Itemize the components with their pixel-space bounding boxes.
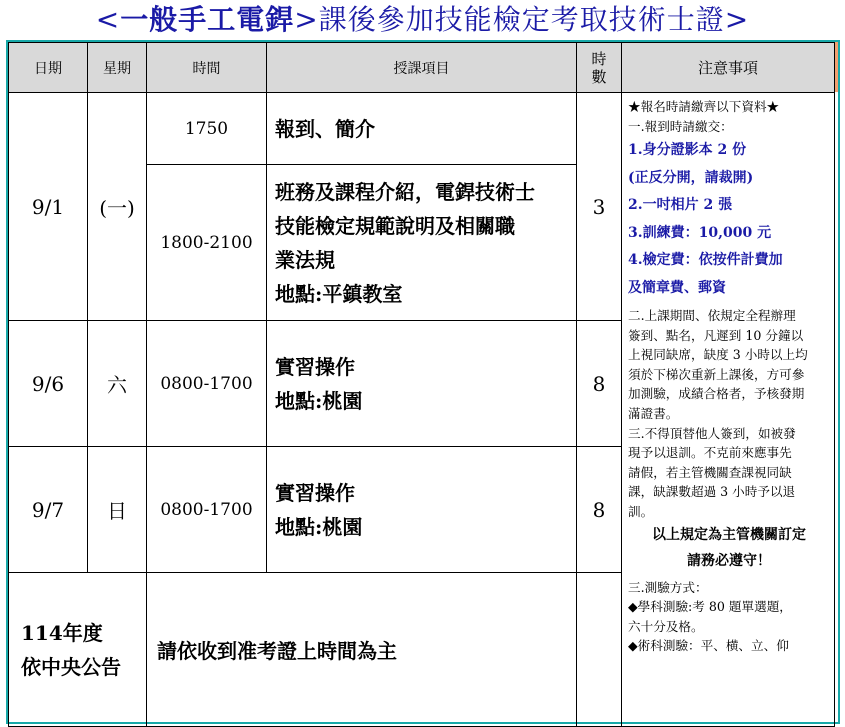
- time-cell-3: 0800-1700: [147, 447, 267, 573]
- hours-cell-2: 8: [577, 321, 622, 447]
- header-hours: [577, 43, 622, 93]
- final-label-cell: [9, 573, 147, 727]
- header-weekday: 星期: [88, 43, 147, 93]
- note-line: ◆學科測驗:考 80 題單選題，: [628, 599, 792, 615]
- hours-cell-1: 3: [577, 93, 622, 321]
- date-cell-3: 9/7: [9, 447, 88, 573]
- note-line: 現予以退訓。不克前來應事先: [628, 445, 792, 461]
- note-line: 訓。: [628, 503, 654, 519]
- header-hours-2: 數: [591, 67, 607, 86]
- note-line: 滿證書。: [628, 405, 679, 421]
- note-line: 一.報到時請繳交：: [628, 119, 733, 134]
- course-line: 實習操作: [275, 480, 355, 505]
- note-line: 1.身分證影本 2 份: [628, 142, 747, 158]
- header-row: [9, 43, 835, 93]
- time-cell-1b: 1800-2100: [147, 165, 267, 321]
- note-line: 3.訓練費：10,000 元: [628, 224, 772, 241]
- title-highlight: 一般手工電銲: [120, 3, 295, 36]
- note-line: 須於下梯次重新上課後，方可參: [628, 366, 805, 382]
- course-cell-3: [267, 447, 577, 573]
- course-line: 技能檢定規範說明及相關職: [275, 213, 515, 238]
- course-cell-1b: [267, 165, 577, 321]
- course-cell-2: [267, 321, 577, 447]
- note-line: 二.上課期間、依規定全程辦理: [628, 308, 796, 323]
- time-cell-1a: 1750: [147, 93, 267, 165]
- weekday-cell-2: 六: [88, 321, 147, 447]
- course-line: 地點:桃園: [275, 514, 363, 539]
- note-line: 課，缺課數超過 3 小時予以退: [628, 484, 796, 500]
- page-title: [0, 0, 845, 40]
- header-date: 日期: [9, 43, 88, 93]
- table-row: [9, 93, 835, 165]
- header-notes: 注意事項: [622, 43, 835, 93]
- header-time: 時間: [147, 43, 267, 93]
- title-mid-bracket: >: [294, 3, 319, 36]
- note-line: 三.不得頂替他人簽到，如被發: [628, 425, 796, 441]
- note-line: 2.一吋相片 2 張: [628, 197, 733, 213]
- note-line: 簽到、點名，凡遲到 10 分鐘以: [628, 327, 804, 343]
- final-hours-cell: [577, 573, 622, 727]
- note-line: 三.測驗方式：: [628, 579, 708, 595]
- note-line: 上視同缺席，缺度 3 小時以上均: [628, 347, 808, 363]
- title-open-bracket: <: [95, 3, 121, 36]
- course-line: 業法規: [275, 247, 335, 272]
- time-cell-2: 0800-1700: [147, 321, 267, 447]
- date-cell-1: 9/1: [9, 93, 88, 321]
- notes-cell: [622, 93, 835, 727]
- schedule-table: [8, 42, 835, 727]
- note-line: ★報名時請繳齊以下資料★: [628, 99, 780, 114]
- header-hours-1: 時: [591, 49, 607, 68]
- title-close-bracket: >: [724, 3, 750, 36]
- schedule-frame: [6, 40, 840, 724]
- weekday-cell-1: (一): [88, 93, 147, 321]
- final-text-cell: 請依收到准考證上時間為主: [147, 573, 577, 727]
- course-line: 地點:平鎮教室: [275, 281, 403, 306]
- note-line: 及簡章費、郵資: [628, 279, 726, 296]
- final-label-line: 依中央公告: [21, 654, 121, 679]
- note-line: (正反分開，請裁開): [628, 169, 754, 186]
- course-line: 實習操作: [275, 354, 355, 379]
- title-rest: 課後參加技能檢定考取技術士證: [318, 3, 725, 36]
- course-line: 班務及課程介紹，電銲技術士: [275, 179, 535, 204]
- header-course: 授課項目: [267, 43, 577, 93]
- note-line: 請假，若主管機關查課視同缺: [628, 464, 792, 480]
- hours-cell-3: 8: [577, 447, 622, 573]
- note-line: 4.檢定費：依按件計費加: [628, 252, 783, 268]
- date-cell-2: 9/6: [9, 321, 88, 447]
- weekday-cell-3: 日: [88, 447, 147, 573]
- course-cell-1a: 報到、簡介: [267, 93, 577, 165]
- note-line: 請務必遵守！: [687, 552, 771, 569]
- note-line: 以上規定為主管機關訂定: [652, 526, 806, 543]
- note-line: ◆術科測驗：平、横、立、仰: [628, 638, 789, 654]
- final-label-line: 114年度: [21, 620, 103, 645]
- note-line: 加測驗，成績合格者，予核發期: [628, 386, 805, 402]
- course-line: 地點:桃園: [275, 388, 363, 413]
- note-line: 六十分及格。: [628, 618, 704, 634]
